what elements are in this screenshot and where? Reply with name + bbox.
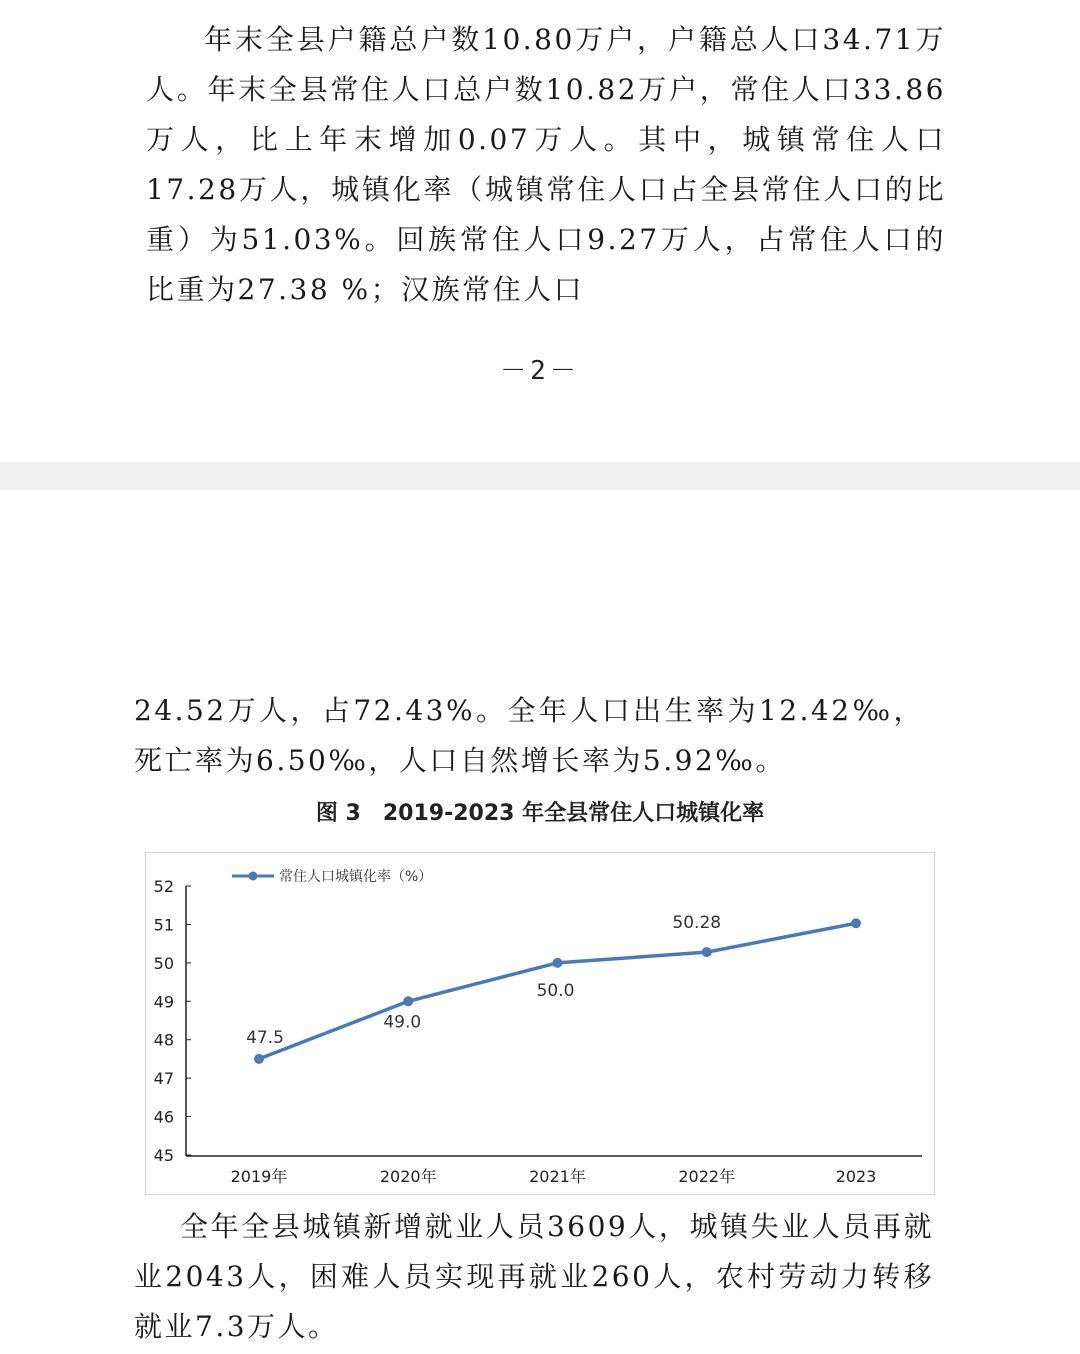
x-tick-label: 2022年	[678, 1167, 736, 1186]
y-tick-label: 50	[153, 953, 174, 973]
birth-death-rate-paragraph: 24.52万人，占72.43%。全年人口出生率为12.42‰，死亡率为6.50‰，人口自然增长率为5.92‰。	[134, 694, 924, 777]
y-tick-label: 45	[153, 1146, 174, 1165]
y-tick-label: 51	[153, 915, 174, 935]
data-point	[553, 958, 563, 968]
page-separator	[0, 462, 1080, 490]
urbanization-chart	[145, 852, 935, 1195]
data-label: 49.0	[383, 1012, 422, 1033]
data-point	[254, 1054, 264, 1064]
population-paragraph: 年末全县户籍总户数10.80万户，户籍总人口34.71万人。年末全县常住人口总户数10.82万户，常住人口33.86万人，比上年末增加0.07万人。其中，城镇常住人口17.28万人，城镇化率（城镇常住人口占全县常住人口的比重）为51.03%。回族常住人口9.27万人，占常住人口的比重为27.38 %；汉族常住人口	[146, 23, 946, 306]
figure-caption: 图 3 2019-2023 年全县常住人口城镇化率	[315, 801, 765, 826]
chart-canvas	[146, 853, 936, 1196]
data-label: 50.28	[672, 913, 722, 934]
x-tick-label: 2023	[835, 1167, 877, 1186]
x-tick-label: 2019年	[230, 1167, 288, 1186]
employment-paragraph: 全年全县城镇新增就业人员3609人，城镇失业人员再就业2043人，困难人员实现再就业260人，农村劳动力转移就业7.3万人。	[134, 1210, 934, 1343]
page-number: －2－	[500, 356, 580, 386]
data-point	[851, 918, 861, 928]
data-label: 50.0	[536, 980, 575, 1001]
y-tick-label: 47	[153, 1069, 174, 1089]
x-tick-label: 2021年	[529, 1167, 586, 1186]
y-tick-label: 48	[153, 1030, 174, 1050]
data-label: 47.5	[246, 1027, 284, 1048]
legend-label: 常住人口城镇化率（%）	[279, 869, 433, 885]
y-tick-label: 52	[153, 877, 174, 896]
data-point	[403, 996, 413, 1006]
y-tick-label: 46	[153, 1107, 174, 1127]
x-tick-label: 2020年	[379, 1167, 437, 1186]
data-point	[702, 947, 712, 957]
legend-marker	[249, 872, 258, 881]
y-tick-label: 49	[153, 992, 174, 1012]
